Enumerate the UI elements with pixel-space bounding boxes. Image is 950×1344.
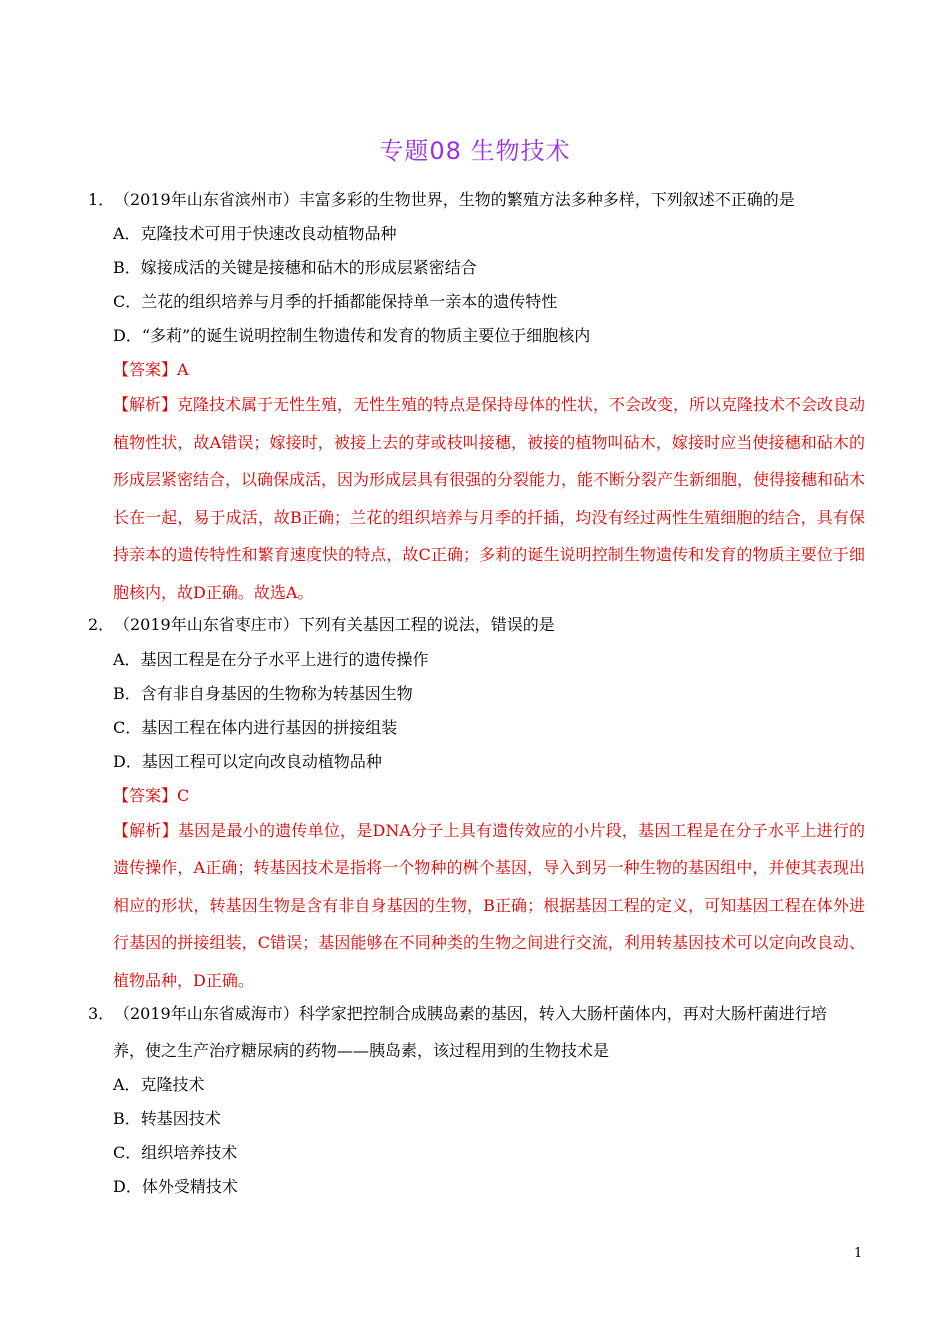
question-2-option-a: A．基因工程是在分子水平上进行的遗传操作 — [113, 650, 429, 669]
question-number: 2． — [88, 615, 115, 634]
page-number: 1 — [854, 1246, 863, 1261]
question-text: （2019年山东省滨州市）丰富多彩的生物世界，生物的繁殖方法多种多样，下列叙述不正确的是 — [114, 190, 795, 209]
question-1-option-d: D．“多莉”的诞生说明控制生物遗传和发育的物质主要位于细胞核内 — [113, 326, 591, 345]
question-3-option-c: C．组织培养技术 — [113, 1143, 238, 1162]
question-2-option-d: D．基因工程可以定向改良动植物品种 — [113, 752, 382, 771]
question-2-option-c: C．基因工程在体内进行基因的拼接组装 — [113, 718, 398, 737]
question-number: 3． — [88, 1004, 115, 1023]
question-1-stem — [88, 183, 868, 217]
question-3-stem-continued: 养，使之生产治疗糖尿病的药物——胰岛素，该过程用到的生物技术是 — [113, 1041, 610, 1060]
question-2-stem — [88, 608, 868, 642]
question-3-option-d: D．体外受精技术 — [113, 1177, 238, 1196]
page-title: 专题08 生物技术 — [379, 137, 571, 165]
question-3-option-b: B．转基因技术 — [113, 1109, 221, 1128]
question-text: （2019年山东省枣庄市）下列有关基因工程的说法，错误的是 — [114, 615, 555, 634]
question-2-option-b: B．含有非自身基因的生物称为转基因生物 — [113, 684, 413, 703]
question-2-explanation: 【解析】基因是最小的遗传单位，是DNA分子上具有遗传效应的小片段，基因工程是在分子水平上进行的遗传操作，A正确；转基因技术是指将一个物种的桝个基因，导入到另一种生物的基因组中，并使其表现出相应的形状，转基因生物是含有非自身基因的生物，B正确；根据基因工程的定义，可知基因工程在体外进行基因的拼接组装，C错误；基因能够在不同种类的生物之间进行交流，利用转基因技术可以定向改良动、植物品种，D正确。 — [113, 821, 865, 990]
question-3-option-a: A．克隆技术 — [113, 1075, 205, 1094]
question-1-option-b: B．嫁接成活的关键是接穗和砧木的形成层紧密结合 — [113, 258, 477, 277]
question-2-answer: 【答案】C — [113, 786, 190, 805]
question-1-answer: 【答案】A — [113, 360, 189, 379]
question-1-explanation: 【解析】克隆技术属于无性生殖，无性生殖的特点是保持母体的性状，不会改变，所以克隆技术不会改良动植物性状，故A错误；嫁接时，被接上去的芽或枝叫接穗，被接的植物叫砧木，嫁接时应当使接穗和砧木的形成层紧密结合，以确保成活，因为形成层具有很强的分裂能力，能不断分裂产生新细胞，使得接穗和砧木长在一起，易于成活，故B正确；兰花的组织培养与月季的扦插，均没有经过两性生殖细胞的结合，具有保持亲本的遗传特性和繁育速度快的特点，故C正确；多莉的诞生说明控制生物遗传和发育的物质主要位于细胞核内，故D正确。故选A。 — [113, 395, 866, 602]
question-text: （2019年山东省威海市）科学家把控制合成胰岛素的基因，转入大肠杆菌体内，再对大肠杆菌进行培 — [114, 1004, 827, 1023]
question-1-option-a: A．克隆技术可用于快速改良动植物品种 — [113, 224, 397, 243]
question-3-stem — [88, 997, 868, 1031]
question-1-option-c: C．兰花的组织培养与月季的扦插都能保持单一亲本的遗传特性 — [113, 292, 558, 311]
question-number: 1． — [88, 190, 115, 209]
